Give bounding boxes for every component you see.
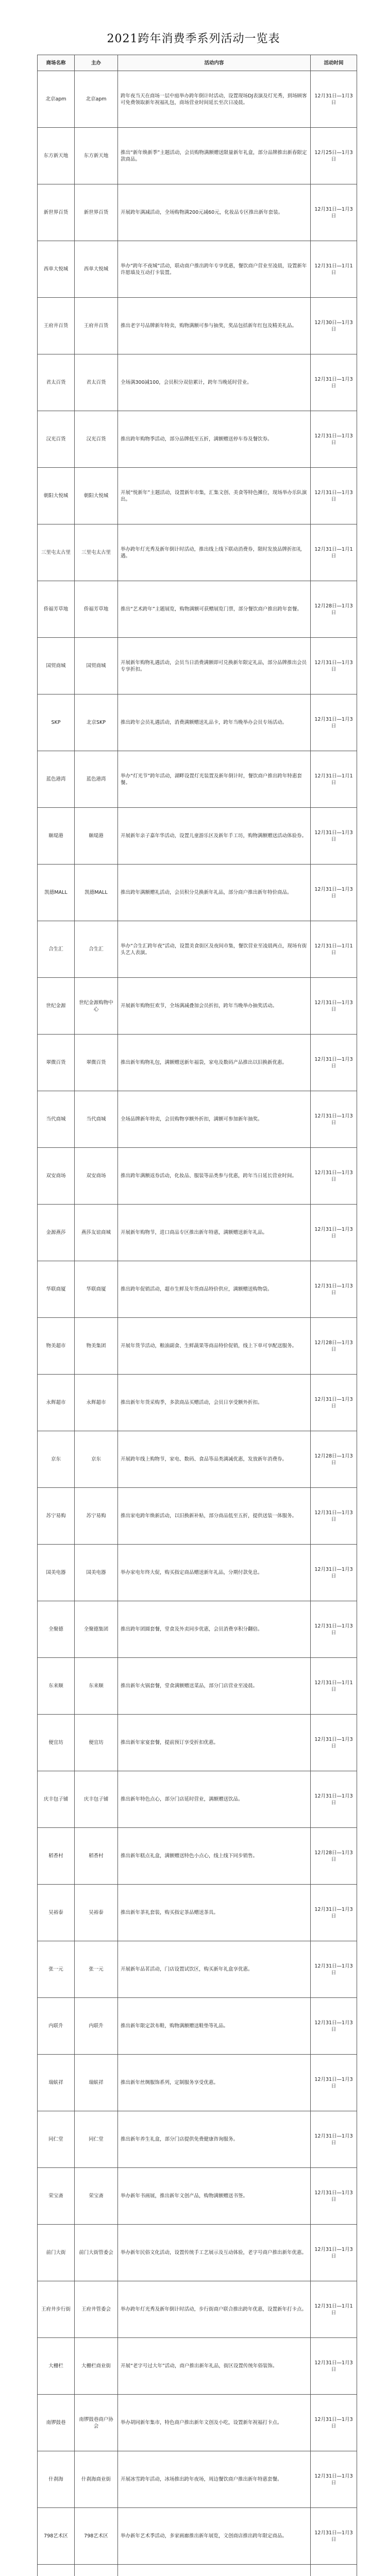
cell-venue-name: 大栅栏 [38, 2338, 75, 2395]
cell-organizer: 蓝色港湾 [75, 751, 118, 808]
cell-organizer: 物美集团 [75, 1318, 118, 1375]
cell-activity-date: 12月31日—1月3日 [311, 638, 357, 694]
cell-organizer: 东来顺 [75, 1658, 118, 1715]
cell-venue-name: 南锣鼓巷 [38, 2395, 75, 2451]
cell-venue-name: 国贸商城 [38, 638, 75, 694]
cell-activity-date: 12月28日—1月3日 [311, 1828, 357, 1885]
cell-activity-date: 12月31日—1月3日 [311, 468, 357, 524]
cell-activity-content: 开展“老字号过大年”活动，商户推出新年礼品，街区设置传统年俗装饰。 [118, 2338, 311, 2395]
cell-activity-date: 12月31日—1月3日 [311, 1885, 357, 1941]
cell-venue-name: 双安商场 [38, 1148, 75, 1205]
cell-venue-name: 永辉超市 [38, 1375, 75, 1431]
cell-venue-name: 稻香村 [38, 1828, 75, 1885]
column-header-organizer: 主办 [75, 55, 118, 71]
cell-activity-content: 开展“悦新年”主题活动，设置新年市集，汇集文创、美食等特色摊位，现场举办乐队演出。 [118, 468, 311, 524]
cell-organizer: 前门大街管委会 [75, 2225, 118, 2281]
table-row [38, 808, 357, 865]
cell-activity-content: 推出跨年促销活动，超市生鲜及年货商品特价供应，满额赠送购物袋。 [118, 1261, 311, 1318]
cell-organizer: 凯德MALL [75, 865, 118, 921]
cell-activity-content: 推出新年特色点心，部分门店延时营业，满额赠送饮品。 [118, 1771, 311, 1828]
cell-activity-date: 12月31日—1月3日 [311, 2395, 357, 2451]
cell-activity-date: 12月31日—1月3日 [311, 1488, 357, 1545]
cell-venue-name: 朝阳大悦城 [38, 468, 75, 524]
cell-activity-date: 12月31日—1月3日 [311, 184, 357, 241]
cell-activity-date: 12月31日—1月3日 [311, 1148, 357, 1205]
cell-activity-content: 举办跨年灯光秀及新年倒计时活动，推出线上线下联动消费券，限时发放品牌折扣礼遇。 [118, 524, 311, 581]
table-row [38, 1545, 357, 1601]
cell-venue-name: 苏宁易购 [38, 1488, 75, 1545]
cell-activity-date: 12月31日—1月3日 [311, 1091, 357, 1148]
cell-activity-content: 推出新年家宴套餐，提前预订享受折扣优惠。 [118, 1715, 311, 1771]
table-row [38, 1715, 357, 1771]
cell-activity-content: 推出跨年团圆套餐，堂食及外卖同步优惠，会员消费享积分翻倍。 [118, 1601, 311, 1658]
cell-activity-content: 开展新年亲子嘉年华活动，设置儿童游乐区及新年手工坊，购物满额赠送活动体验券。 [118, 808, 311, 865]
cell-activity-date: 12月31日—1月3日 [311, 2225, 357, 2281]
table-row [38, 865, 357, 921]
cell-activity-date: 12月31日—1月3日 [311, 2508, 357, 2565]
cell-activity-content: 推出新年糕点礼盒，满额赠送特色小点心，线上线下同步销售。 [118, 1828, 311, 1885]
cell-activity-content: 推出跨年满额返券活动，化妆品、服装等品类参与优惠，跨年当日延长营业时间。 [118, 1148, 311, 1205]
table-row [38, 2168, 357, 2225]
table-row [38, 1318, 357, 1375]
cell-organizer: 苏宁易购 [75, 1488, 118, 1545]
column-header-name: 商场名称 [38, 55, 75, 71]
cell-activity-content: 全场满300减100，会员积分双倍累计，跨年当晚延时营业。 [118, 354, 311, 411]
table-row [38, 241, 357, 298]
cell-organizer: 西单大悦城 [75, 241, 118, 298]
cell-activity-content: 开展新年购物狂欢节，全场满减叠加会员折扣，跨年当晚举办抽奖活动。 [118, 978, 311, 1035]
table-row [38, 71, 357, 128]
cell-venue-name: 前门大街 [38, 2225, 75, 2281]
cell-activity-date: 12月25日—1月3日 [311, 128, 357, 184]
table-row [38, 581, 357, 638]
cell-organizer: 荣宝斋 [75, 2168, 118, 2225]
cell-activity-date: 12月31日—1月3日 [311, 1205, 357, 1261]
cell-activity-content: 开展冰雪跨年活动，冰场推出跨年夜场，周边餐饮商户推出新年特惠套餐。 [118, 2451, 311, 2508]
cell-activity-content: 跨年夜当天在商场一层中庭举办跨年倒计时活动，设置现场DJ表演及灯光秀，到场顾客可免费领取新年祝福礼包，商场营业时间延长至次日凌晨。 [118, 71, 311, 128]
cell-organizer: 北京apm [75, 71, 118, 128]
cell-venue-name: 三里屯太古里 [38, 524, 75, 581]
cell-organizer: 颐堤港 [75, 808, 118, 865]
cell-activity-content: 举办家电年终大促，购买指定商品赠送新年礼品，分期付款免息。 [118, 1545, 311, 1601]
cell-activity-date: 12月31日—1月3日 [311, 354, 357, 411]
cell-venue-name: 凯德MALL [38, 865, 75, 921]
table-header-row [38, 55, 357, 71]
table-row [38, 638, 357, 694]
cell-activity-content: 开展新年购物节，进口商品专区推出新年特惠，满额赠送新年礼品。 [118, 1205, 311, 1261]
cell-venue-name: 物美超市 [38, 1318, 75, 1375]
cell-venue-name: 全聚德 [38, 1601, 75, 1658]
cell-organizer: 稻香村 [75, 1828, 118, 1885]
cell-activity-date: 12月31日—1月3日 [311, 2111, 357, 2168]
cell-venue-name: 汉光百货 [38, 411, 75, 468]
cell-activity-date: 12月31日—1月3日 [311, 1035, 357, 1091]
cell-venue-name: 东来顺 [38, 1658, 75, 1715]
cell-organizer: 当代商城 [75, 1091, 118, 1148]
cell-organizer: 侨福芳草地 [75, 581, 118, 638]
cell-venue-name: 庆丰包子铺 [38, 1771, 75, 1828]
cell-venue-name: 君太百货 [38, 354, 75, 411]
cell-activity-content: 推出新年丝绸服饰系列，定制服务享受优惠。 [118, 2055, 311, 2111]
cell-activity-date: 12月31日—1月3日 [311, 1545, 357, 1601]
cell-organizer: 三里屯太古里 [75, 524, 118, 581]
cell-activity-date: 12月31日—1月3日 [311, 71, 357, 128]
cell-organizer: 全聚德集团 [75, 1601, 118, 1658]
cell-activity-content: 推出新年年货采购季，多款商品买赠活动，会员日享受额外折扣。 [118, 1375, 311, 1431]
cell-organizer: 东方新天地 [75, 128, 118, 184]
page-title: 2021跨年消费季系列活动一览表 [107, 32, 280, 45]
table-row [38, 1431, 357, 1488]
cell-organizer: 京东 [75, 1431, 118, 1488]
cell-organizer: 国贸商城 [75, 638, 118, 694]
cell-activity-content: 推出跨年满额赠礼活动，会员积分兑换新年礼品，部分商户推出新年特价商品。 [118, 865, 311, 921]
cell-activity-date: 12月31日—1月3日 [311, 1375, 357, 1431]
cell-activity-date: 12月31日—1月3日 [311, 808, 357, 865]
table-row [38, 1091, 357, 1148]
cell-venue-name: 北京apm [38, 71, 75, 128]
column-header-date: 活动时间 [311, 55, 357, 71]
table-row [38, 184, 357, 241]
cell-organizer: 王府井管委会 [75, 2281, 118, 2338]
cell-organizer: 王府井百货 [75, 298, 118, 354]
cell-activity-content: 举办新年民俗文化活动，设置传统手工艺展示及互动体验，老字号商户推出新年优惠。 [118, 2225, 311, 2281]
cell-venue-name: 798艺术区 [38, 2508, 75, 2565]
cell-venue-name: 荣宝斋 [38, 2168, 75, 2225]
cell-venue-name: 侨福芳草地 [38, 581, 75, 638]
table-row [38, 2395, 357, 2451]
cell-organizer: 朝阳大悦城 [75, 468, 118, 524]
cell-organizer [75, 2565, 118, 2576]
cell-organizer: 国美电器 [75, 1545, 118, 1601]
cell-organizer: 北京SKP [75, 694, 118, 751]
table-row [38, 1205, 357, 1261]
cell-activity-content: 举办新年书画展，推出新年文创产品，购物满额赠送书签。 [118, 2168, 311, 2225]
cell-activity-date: 12月31日—1月3日 [311, 694, 357, 751]
cell-activity-content: 推出“新年焕新季”主题活动，会员购物满额赠送限量新年礼盒，部分品牌推出新春限定款商品。 [118, 128, 311, 184]
cell-activity-date: 12月28日—1月3日 [311, 1318, 357, 1375]
cell-venue-name: 国美电器 [38, 1545, 75, 1601]
cell-activity-content: 举办“跨年不夜城”活动，联动商户推出跨年专享优惠，餐饮商户营业至凌晨，设置新年许愿墙及互动打卡装置。 [118, 241, 311, 298]
table-row [38, 128, 357, 184]
cell-venue-name: 东方新天地 [38, 128, 75, 184]
table-row [38, 921, 357, 978]
table-row [38, 1488, 357, 1545]
cell-activity-content: 开展跨年线上购物节，家电、数码、食品等品类满减优惠，发放新年消费券。 [118, 1431, 311, 1488]
cell-activity-date: 12月31日—1月3日 [311, 978, 357, 1035]
cell-venue-name: 翠微百货 [38, 1035, 75, 1091]
table-row [38, 1998, 357, 2055]
table-row [38, 751, 357, 808]
cell-activity-date: 12月31日—1月3日 [311, 1261, 357, 1318]
cell-activity-content: 推出“艺术跨年”主题展览，购物满额可获赠展览门票，部分餐饮商户推出跨年套餐。 [118, 581, 311, 638]
cell-venue-name: 西单大悦城 [38, 241, 75, 298]
cell-venue-name: 内联升 [38, 1998, 75, 2055]
table-row [38, 2565, 357, 2576]
cell-activity-content: 举办“合生汇跨年夜”活动，设置美食街区及夜间市集，餐饮营业至凌晨两点，现场有街头艺人表演。 [118, 921, 311, 978]
cell-activity-content: 举办跨年灯光秀及新年倒计时活动，步行街商户联合推出跨年优惠，设置新年打卡点。 [118, 2281, 311, 2338]
table-row [38, 298, 357, 354]
table-row [38, 1828, 357, 1885]
cell-venue-name: 张一元 [38, 1941, 75, 1998]
cell-organizer: 永辉超市 [75, 1375, 118, 1431]
cell-venue-name: 新世界百货 [38, 184, 75, 241]
cell-organizer: 什刹海商业街 [75, 2451, 118, 2508]
cell-activity-date: 12月31日—1月1日 [311, 1658, 357, 1715]
cell-activity-date: 12月31日—1月3日 [311, 2451, 357, 2508]
cell-venue-name [38, 2565, 75, 2576]
cell-organizer: 新世界百货 [75, 184, 118, 241]
cell-organizer: 便宜坊 [75, 1715, 118, 1771]
table-row [38, 468, 357, 524]
cell-venue-name: 同仁堂 [38, 2111, 75, 2168]
cell-activity-date: 12月31日—1月1日 [311, 751, 357, 808]
cell-activity-date: 12月28日—1月3日 [311, 1431, 357, 1488]
cell-organizer: 大栅栏商业街 [75, 2338, 118, 2395]
cell-venue-name: 王府井步行街 [38, 2281, 75, 2338]
table-row [38, 2225, 357, 2281]
cell-venue-name: 世纪金源 [38, 978, 75, 1035]
cell-activity-content: 推出跨年会员礼遇活动，消费满额赠送礼品卡，跨年当晚举办会员专场活动。 [118, 694, 311, 751]
cell-activity-content: 推出新年养生礼盒，部分门店提供免费健康咨询服务。 [118, 2111, 311, 2168]
cell-organizer: 内联升 [75, 1998, 118, 2055]
cell-activity-date: 12月31日—1月3日 [311, 1771, 357, 1828]
cell-organizer: 君太百货 [75, 354, 118, 411]
cell-activity-content: 开展年货节活动，粮油副食、生鲜蔬果等商品特价促销，线上下单可享配送服务。 [118, 1318, 311, 1375]
table-row [38, 2055, 357, 2111]
cell-organizer: 燕莎友谊商城 [75, 1205, 118, 1261]
cell-organizer: 张一元 [75, 1941, 118, 1998]
cell-organizer: 翠微百货 [75, 1035, 118, 1091]
cell-activity-date: 12月28日—1月3日 [311, 581, 357, 638]
table-row [38, 354, 357, 411]
table-row [38, 2338, 357, 2395]
cell-venue-name: 金源燕莎 [38, 1205, 75, 1261]
activity-table [37, 55, 357, 2576]
cell-venue-name: 便宜坊 [38, 1715, 75, 1771]
cell-activity-content [118, 2565, 311, 2576]
table-row [38, 524, 357, 581]
cell-venue-name: 当代商城 [38, 1091, 75, 1148]
cell-activity-content: 举办胡同新年集市，特色商户推出新年文创及小吃，设置新年祝福打卡点。 [118, 2395, 311, 2451]
cell-organizer: 双安商场 [75, 1148, 118, 1205]
cell-activity-content: 举办“灯光节”跨年活动，湖畔设置灯光装置及新年倒计时，餐饮商户推出跨年特惠套餐。 [118, 751, 311, 808]
table-row [38, 1148, 357, 1205]
cell-organizer: 同仁堂 [75, 2111, 118, 2168]
table-row [38, 2508, 357, 2565]
table-row [38, 1035, 357, 1091]
cell-activity-date: 12月31日—1月3日 [311, 1601, 357, 1658]
cell-organizer: 吴裕泰 [75, 1885, 118, 1941]
cell-activity-content: 推出新年茶礼套装，购买指定茶品赠送茶具。 [118, 1885, 311, 1941]
table-row [38, 1885, 357, 1941]
table-body [38, 71, 357, 2576]
cell-venue-name: 吴裕泰 [38, 1885, 75, 1941]
column-header-content: 活动内容 [118, 55, 311, 71]
cell-activity-content: 举办新年艺术季活动，多家画廊推出新年展览，文创商店推出跨年限定商品。 [118, 2508, 311, 2565]
cell-activity-date: 12月30日—1月3日 [311, 298, 357, 354]
cell-activity-content: 开展跨年满减活动，全场购物满200元减60元，化妆品专区推出新年套装。 [118, 184, 311, 241]
cell-activity-content: 推出跨年购物季活动，部分品牌低至五折，满额赠送停车券及餐饮券。 [118, 411, 311, 468]
cell-activity-content: 推出新年火锅套餐，堂食满额赠送菜品，部分门店营业至凌晨。 [118, 1658, 311, 1715]
cell-venue-name: 王府井百货 [38, 298, 75, 354]
cell-activity-date: 12月31日—1月3日 [311, 1998, 357, 2055]
cell-activity-date: 12月31日—1月3日 [311, 1941, 357, 1998]
cell-activity-content: 全场品牌新年特卖，会员购物享额外折扣，满额可参加新年抽奖。 [118, 1091, 311, 1148]
cell-activity-date: 12月31日—1月3日 [311, 2055, 357, 2111]
cell-activity-date: 12月31日—1月3日 [311, 1715, 357, 1771]
table-row [38, 2111, 357, 2168]
table-row [38, 2281, 357, 2338]
table-row [38, 1658, 357, 1715]
cell-organizer: 汉光百货 [75, 411, 118, 468]
cell-activity-content: 开展新年品茗活动，门店设置试饮区，购买新年礼盒享优惠。 [118, 1941, 311, 1998]
cell-venue-name: 京东 [38, 1431, 75, 1488]
table-row [38, 694, 357, 751]
table-row [38, 411, 357, 468]
table-row [38, 1375, 357, 1431]
cell-activity-date [311, 2565, 357, 2576]
cell-organizer: 世纪金源购物中心 [75, 978, 118, 1035]
table-row [38, 978, 357, 1035]
cell-organizer: 合生汇 [75, 921, 118, 978]
table-row [38, 1261, 357, 1318]
cell-venue-name: 瑞蚨祥 [38, 2055, 75, 2111]
table-row [38, 1601, 357, 1658]
cell-venue-name: 颐堤港 [38, 808, 75, 865]
cell-activity-date: 12月31日—1月3日 [311, 2168, 357, 2225]
cell-activity-date: 12月31日—1月3日 [311, 865, 357, 921]
cell-venue-name: 什刹海 [38, 2451, 75, 2508]
cell-activity-date: 12月31日—1月1日 [311, 921, 357, 978]
cell-venue-name: SKP [38, 694, 75, 751]
cell-activity-date: 12月31日—1月1日 [311, 524, 357, 581]
cell-activity-date: 12月31日—1月1日 [311, 2281, 357, 2338]
cell-activity-content: 开展新年购物礼遇活动，会员当日消费满额即可兑换新年限定礼品，部分品牌推出会员专享折扣。 [118, 638, 311, 694]
cell-organizer: 庆丰包子铺 [75, 1771, 118, 1828]
table-row [38, 1941, 357, 1998]
cell-activity-date: 12月31日—1月1日 [311, 241, 357, 298]
table-row [38, 1771, 357, 1828]
cell-venue-name: 合生汇 [38, 921, 75, 978]
cell-venue-name: 蓝色港湾 [38, 751, 75, 808]
cell-activity-content: 推出新年购物礼包，满额赠送新年福袋，家电及数码产品推出以旧换新优惠。 [118, 1035, 311, 1091]
cell-activity-content: 推出老字号品牌新年特卖，购物满额可参与抽奖，奖品包括新年红包及精美礼品。 [118, 298, 311, 354]
cell-organizer: 798艺术区 [75, 2508, 118, 2565]
cell-activity-content: 推出家电跨年焕新活动，以旧换新补贴，部分商品低至五折，提供送装一体服务。 [118, 1488, 311, 1545]
table-row [38, 2451, 357, 2508]
cell-organizer: 瑞蚨祥 [75, 2055, 118, 2111]
cell-activity-content: 推出新年限定款布鞋，购物满额赠送鞋垫等礼品。 [118, 1998, 311, 2055]
cell-venue-name: 华联商厦 [38, 1261, 75, 1318]
cell-organizer: 南锣鼓巷商户协会 [75, 2395, 118, 2451]
cell-activity-date: 12月31日—1月3日 [311, 411, 357, 468]
cell-activity-date: 12月31日—1月3日 [311, 2338, 357, 2395]
cell-organizer: 华联商厦 [75, 1261, 118, 1318]
